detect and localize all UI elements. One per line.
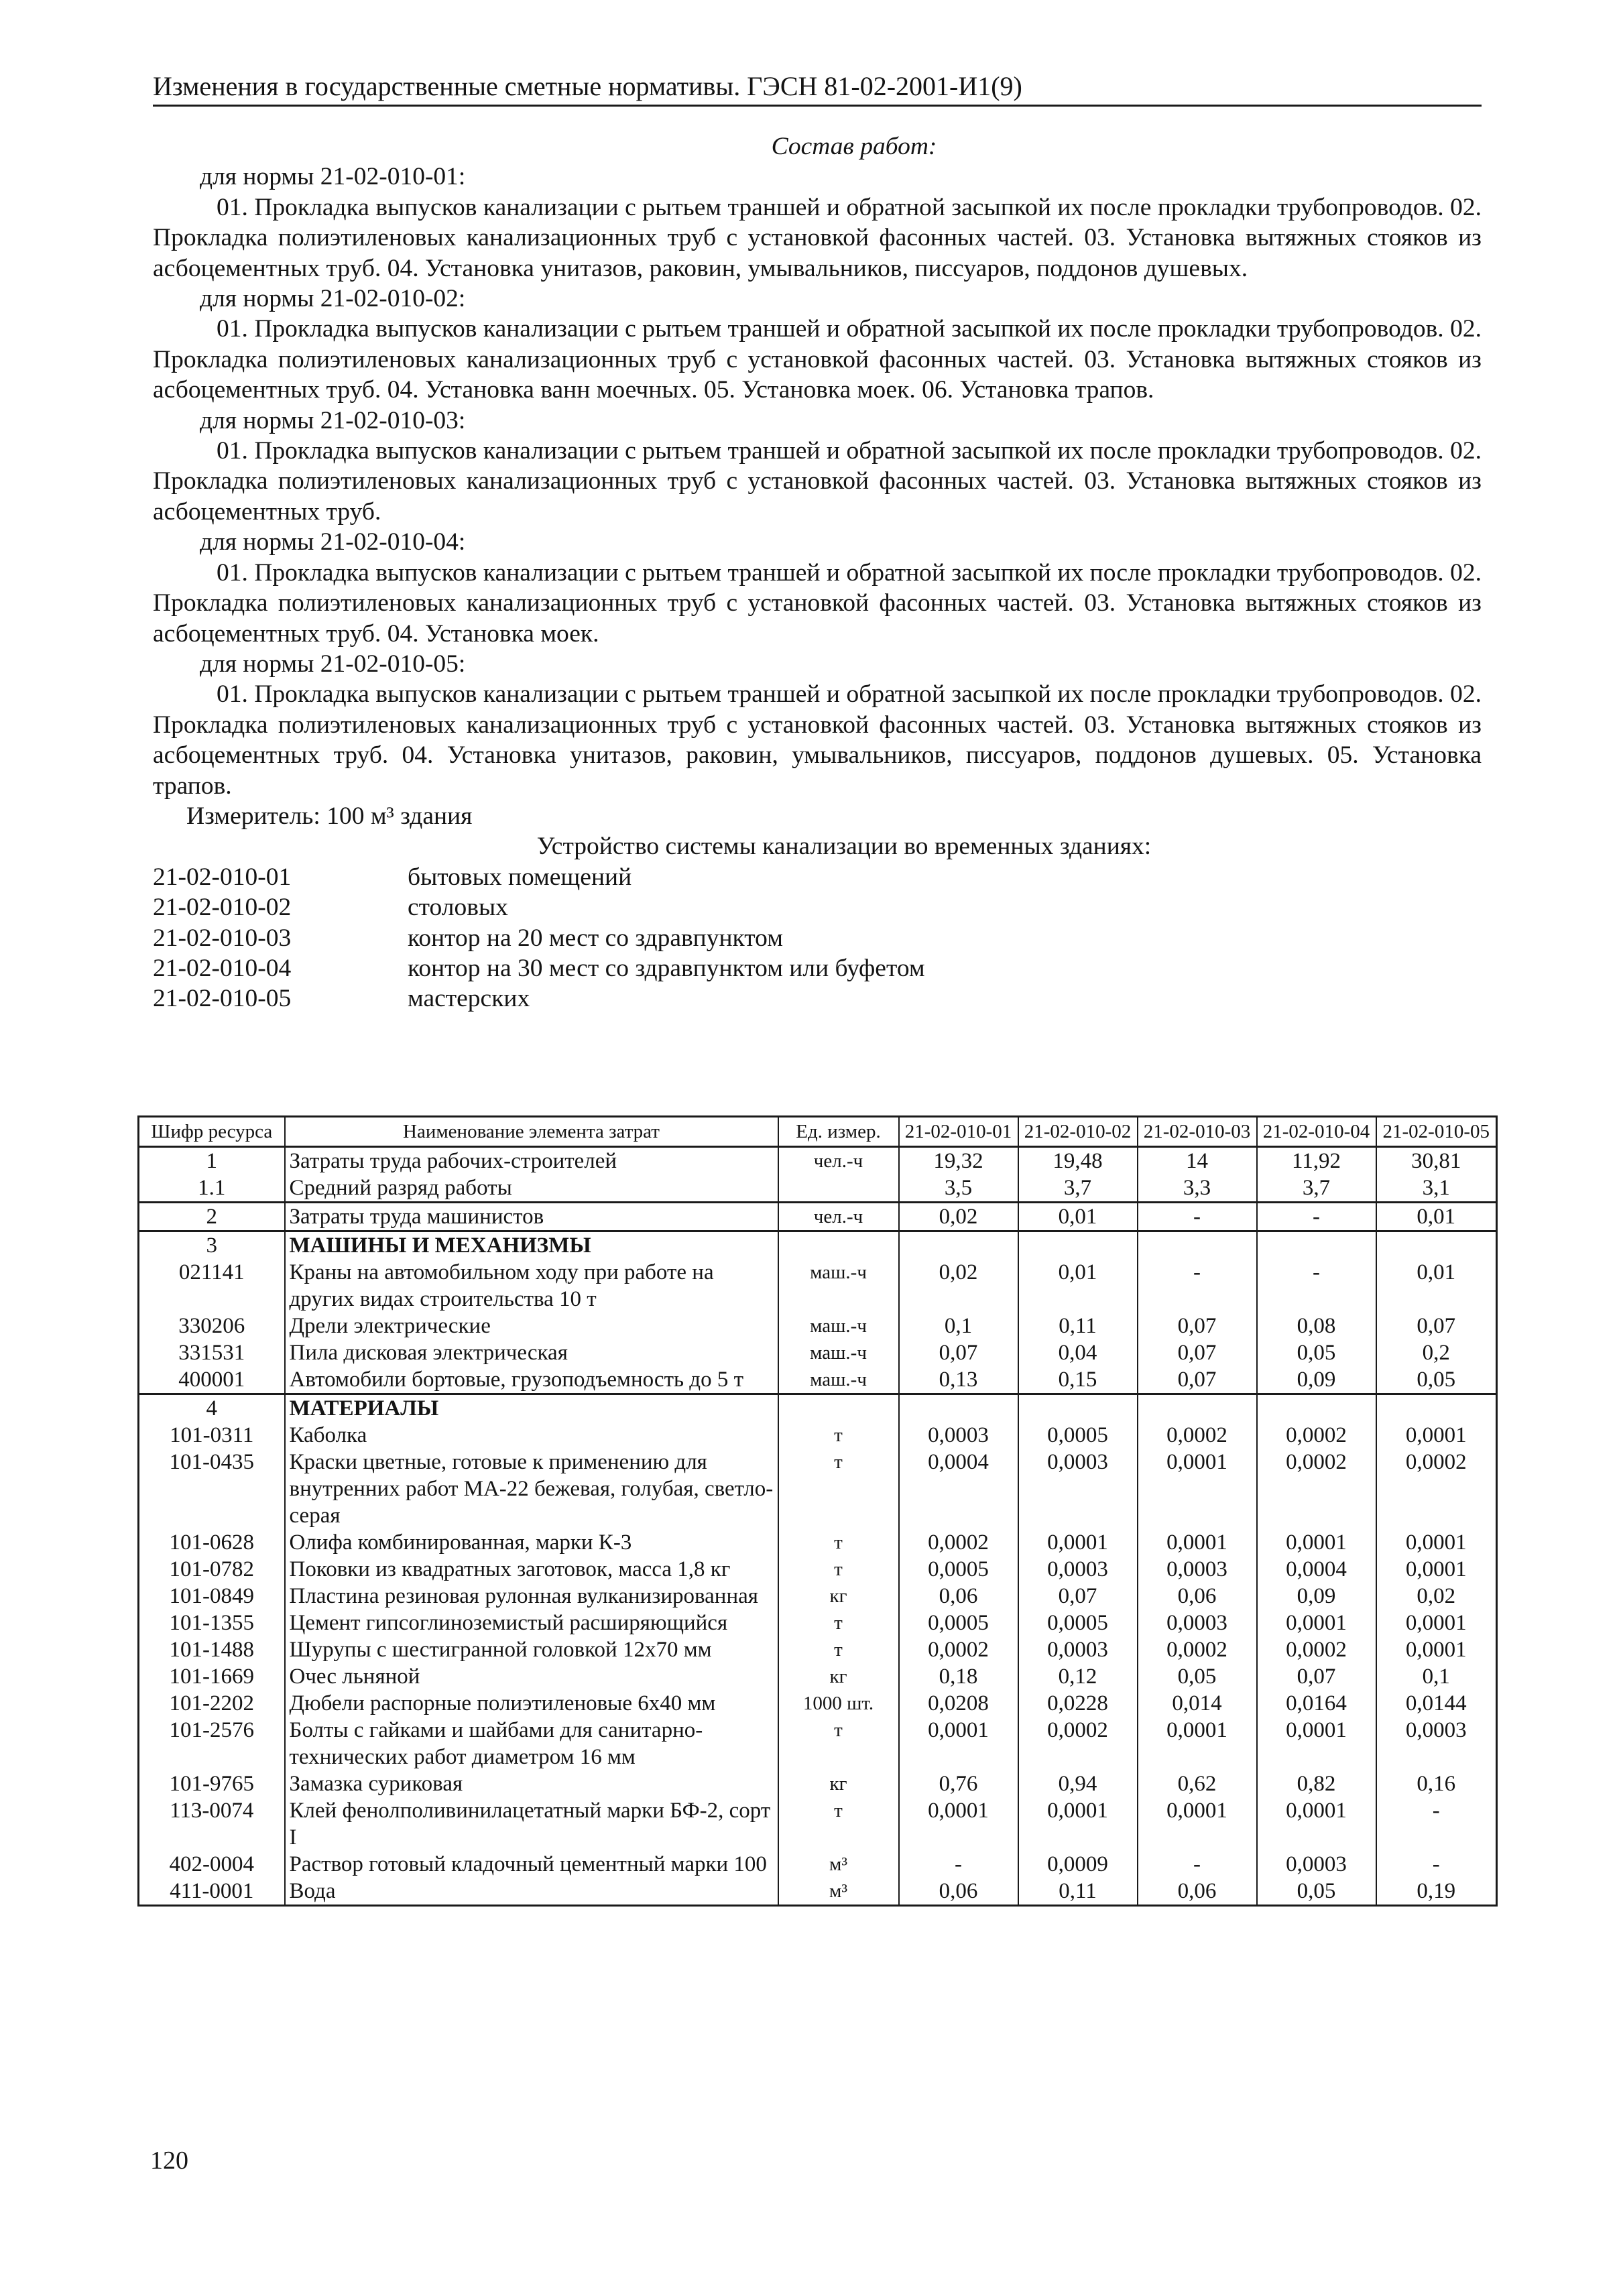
norm-value xyxy=(899,1231,1018,1260)
unit xyxy=(778,1394,899,1423)
table-row xyxy=(139,1583,1497,1610)
norm-value: 0,0005 xyxy=(1018,1610,1138,1636)
norm-value: 0,06 xyxy=(1138,1583,1257,1610)
norm-value: 0,0002 xyxy=(1257,1449,1376,1529)
resource-code: 101-1669 xyxy=(139,1663,285,1690)
unit: т xyxy=(778,1449,899,1529)
table-row xyxy=(139,1394,1497,1423)
unit: м³ xyxy=(778,1878,899,1906)
norm-value: 0,05 xyxy=(1138,1663,1257,1690)
unit: т xyxy=(778,1797,899,1851)
norm-value: 0,01 xyxy=(1376,1203,1497,1231)
unit: маш.-ч xyxy=(778,1313,899,1339)
table-row xyxy=(139,1770,1497,1797)
norm-value: 3,7 xyxy=(1257,1174,1376,1203)
resource-code: 402-0004 xyxy=(139,1851,285,1878)
unit: т xyxy=(778,1529,899,1556)
norm-value: 0,0001 xyxy=(1018,1529,1138,1556)
table-row xyxy=(139,1231,1497,1260)
norm-label: для нормы 21-02-010-03: xyxy=(200,406,466,434)
cost-element-name: МАШИНЫ И МЕХАНИЗМЫ xyxy=(285,1231,778,1260)
unit: маш.-ч xyxy=(778,1259,899,1313)
norm-value: - xyxy=(1138,1259,1257,1313)
norm-value: - xyxy=(899,1851,1018,1878)
norm-value: 0,0003 xyxy=(1018,1636,1138,1663)
resource-code: 101-0311 xyxy=(139,1422,285,1449)
norm-value: 19,32 xyxy=(899,1147,1018,1175)
cost-element-name: Пластина резиновая рулонная вулканизированная xyxy=(285,1583,778,1610)
norm-value xyxy=(1018,1394,1138,1423)
cost-element-name: Каболка xyxy=(285,1422,778,1449)
unit xyxy=(778,1231,899,1260)
resource-code: 101-0849 xyxy=(139,1583,285,1610)
table-row xyxy=(139,1851,1497,1878)
norm-value: 0,0003 xyxy=(1138,1610,1257,1636)
unit: 1000 шт. xyxy=(778,1690,899,1717)
norm-label: для нормы 21-02-010-05: xyxy=(200,650,466,678)
norm-value: 3,3 xyxy=(1138,1174,1257,1203)
norm-value: 0,0003 xyxy=(1257,1851,1376,1878)
norm-value: 3,5 xyxy=(899,1174,1018,1203)
cost-element-name: Краны на автомобильном ходу при работе на других видах строительства 10 т xyxy=(285,1259,778,1313)
norm-value xyxy=(1138,1394,1257,1423)
norm-value xyxy=(1138,1231,1257,1260)
cost-element-name: Автомобили бортовые, грузоподъемность до 5 т xyxy=(285,1366,778,1394)
norm-value: 0,0005 xyxy=(899,1610,1018,1636)
norm-value: 0,1 xyxy=(899,1313,1018,1339)
norm-label: для нормы 21-02-010-04: xyxy=(200,528,466,556)
norm-value: 0,0001 xyxy=(1376,1610,1497,1636)
code-line xyxy=(153,892,1482,922)
resource-code: 3 xyxy=(139,1231,285,1260)
norm-value: 0,0001 xyxy=(1138,1797,1257,1851)
norm-value: 0,0005 xyxy=(899,1556,1018,1583)
norm-value: 0,11 xyxy=(1018,1878,1138,1906)
norm-value: 0,0001 xyxy=(1376,1422,1497,1449)
norm-value: 0,0001 xyxy=(1257,1797,1376,1851)
norm-value xyxy=(1257,1231,1376,1260)
table-row xyxy=(139,1259,1497,1313)
cost-element-name: Цемент гипсоглиноземистый расширяющийся xyxy=(285,1610,778,1636)
norm-value: 0,0001 xyxy=(1376,1529,1497,1556)
norm-value: 0,0001 xyxy=(1138,1717,1257,1770)
norm-name: контор на 30 мест со здравпунктом или буфетом xyxy=(408,954,925,982)
norm-name: мастерских xyxy=(408,985,530,1013)
norm-value: 0,0001 xyxy=(1257,1529,1376,1556)
meter-line: Измеритель: 100 м³ здания xyxy=(186,802,473,830)
norm-code: 21-02-010-01 xyxy=(153,863,292,891)
norm-code: 21-02-010-02 xyxy=(153,894,292,922)
cost-element-name: Замазка суриковая xyxy=(285,1770,778,1797)
unit: чел.-ч xyxy=(778,1147,899,1175)
norm-value: 0,76 xyxy=(899,1770,1018,1797)
norm-value: 0,0001 xyxy=(1376,1556,1497,1583)
unit: т xyxy=(778,1556,899,1583)
cost-element-name: Дрели электрические xyxy=(285,1313,778,1339)
norm-value: 0,01 xyxy=(1376,1259,1497,1313)
unit: т xyxy=(778,1610,899,1636)
code-line xyxy=(153,953,1482,983)
norm-value: 0,16 xyxy=(1376,1770,1497,1797)
resource-code: 113-0074 xyxy=(139,1797,285,1851)
norm-value: 0,02 xyxy=(899,1203,1018,1231)
resource-code: 2 xyxy=(139,1203,285,1231)
resource-code: 101-0628 xyxy=(139,1529,285,1556)
norm-value: 0,0002 xyxy=(1138,1422,1257,1449)
norm-value: 0,0002 xyxy=(1018,1717,1138,1770)
header-unit: Ед. измер. xyxy=(778,1117,899,1147)
norm-value: 0,02 xyxy=(899,1259,1018,1313)
norm-code: 21-02-010-05 xyxy=(153,985,292,1013)
cost-element-name: Олифа комбинированная, марки К-3 xyxy=(285,1529,778,1556)
resource-code: 411-0001 xyxy=(139,1878,285,1906)
cost-element-name: Средний разряд работы xyxy=(285,1174,778,1203)
norm-value: 0,09 xyxy=(1257,1583,1376,1610)
norm-value: 0,0001 xyxy=(1257,1610,1376,1636)
norm-value: 0,0002 xyxy=(1376,1449,1497,1529)
norm-value: 0,0208 xyxy=(899,1690,1018,1717)
cost-elements-table xyxy=(137,1115,1498,1907)
table-row xyxy=(139,1366,1497,1394)
resource-code: 101-0782 xyxy=(139,1556,285,1583)
norm-value: 0,0002 xyxy=(1257,1422,1376,1449)
table-row xyxy=(139,1663,1497,1690)
table-row xyxy=(139,1339,1497,1366)
cost-element-name: Поковки из квадратных заготовок, масса 1,8 кг xyxy=(285,1556,778,1583)
norm-value: 0,07 xyxy=(1138,1366,1257,1394)
table-row xyxy=(139,1313,1497,1339)
norm-value: 0,0001 xyxy=(899,1717,1018,1770)
norm-value: 3,1 xyxy=(1376,1174,1497,1203)
norm-value: 0,82 xyxy=(1257,1770,1376,1797)
cost-element-name: Клей фенолполивинилацетатный марки БФ-2, сорт I xyxy=(285,1797,778,1851)
norm-value xyxy=(1018,1231,1138,1260)
norm-text: 01. Прокладка выпусков канализации с рытьем траншей и обратной засыпкой их после прокладки трубопроводов. 02. Прокладка полиэтиленовых канализационных труб с установкой фасонных частей. 03. Установка вытяжных стояков из асбоцементных труб. 04. Установка унитазов, раковин, умывальников, писсуаров, поддонов душевых. 05. Установка трапов. xyxy=(153,680,1482,800)
norm-value: 0,0001 xyxy=(899,1797,1018,1851)
norm-value: 0,0228 xyxy=(1018,1690,1138,1717)
resource-code: 331531 xyxy=(139,1339,285,1366)
table-row xyxy=(139,1203,1497,1231)
norm-value: 0,02 xyxy=(1376,1583,1497,1610)
norm-value: 0,12 xyxy=(1018,1663,1138,1690)
norm-value: 0,15 xyxy=(1018,1366,1138,1394)
unit: кг xyxy=(778,1583,899,1610)
norm-value: 0,09 xyxy=(1257,1366,1376,1394)
norm-value: 0,0003 xyxy=(1376,1717,1497,1770)
table-row xyxy=(139,1449,1497,1529)
norm-value: 0,06 xyxy=(1138,1878,1257,1906)
norm-value: 0,0004 xyxy=(899,1449,1018,1529)
norm-value xyxy=(1257,1394,1376,1423)
norm-value: 0,01 xyxy=(1018,1259,1138,1313)
page-number: 120 xyxy=(150,2147,188,2175)
norm-value: 0,0009 xyxy=(1018,1851,1138,1878)
norm-value: 0,0003 xyxy=(899,1422,1018,1449)
table-row xyxy=(139,1878,1497,1906)
cost-element-name: Дюбели распорные полиэтиленовые 6х40 мм xyxy=(285,1690,778,1717)
header-norm-col: 21-02-010-03 xyxy=(1138,1117,1257,1147)
norm-value: 0,18 xyxy=(899,1663,1018,1690)
norm-value: 0,0005 xyxy=(1018,1422,1138,1449)
norm-value: 0,014 xyxy=(1138,1690,1257,1717)
norm-value: 0,0002 xyxy=(899,1529,1018,1556)
norm-name: бытовых помещений xyxy=(408,863,632,891)
header-norm-col: 21-02-010-02 xyxy=(1018,1117,1138,1147)
table-row xyxy=(139,1797,1497,1851)
norm-value xyxy=(1376,1394,1497,1423)
norm-value: 0,62 xyxy=(1138,1770,1257,1797)
norm-name: контор на 20 мест со здравпунктом xyxy=(408,924,783,952)
header-norm-col: 21-02-010-05 xyxy=(1376,1117,1497,1147)
unit: т xyxy=(778,1717,899,1770)
unit xyxy=(778,1174,899,1203)
unit: кг xyxy=(778,1663,899,1690)
norm-value: 0,06 xyxy=(899,1583,1018,1610)
cost-element-name: Вода xyxy=(285,1878,778,1906)
unit: маш.-ч xyxy=(778,1366,899,1394)
norm-value: 0,07 xyxy=(899,1339,1018,1366)
norm-value: 0,11 xyxy=(1018,1313,1138,1339)
norm-value: 0,0003 xyxy=(1018,1449,1138,1529)
header-norm-col: 21-02-010-04 xyxy=(1257,1117,1376,1147)
norm-value: 0,0001 xyxy=(1376,1636,1497,1663)
resource-code: 101-0435 xyxy=(139,1449,285,1529)
norm-text: 01. Прокладка выпусков канализации с рытьем траншей и обратной засыпкой их после прокладки трубопроводов. 02. Прокладка полиэтиленовых канализационных труб с установкой фасонных частей. 03. Установка вытяжных стояков из асбоцементных труб. 04. Установка моек. xyxy=(153,558,1482,648)
cost-element-name: Краски цветные, готовые к применению для внутренних работ МА-22 бежевая, голубая, светло-серая xyxy=(285,1449,778,1529)
norm-value: 0,0001 xyxy=(1138,1449,1257,1529)
cost-element-name: Затраты труда рабочих-строителей xyxy=(285,1147,778,1175)
norm-value xyxy=(899,1394,1018,1423)
resource-code: 101-1488 xyxy=(139,1636,285,1663)
work-composition xyxy=(153,131,1482,1014)
norm-value: - xyxy=(1138,1851,1257,1878)
norm-value: 0,0164 xyxy=(1257,1690,1376,1717)
norm-code: 21-02-010-04 xyxy=(153,954,292,982)
norm-value: 0,05 xyxy=(1376,1366,1497,1394)
table-body xyxy=(139,1147,1497,1906)
resource-code: 330206 xyxy=(139,1313,285,1339)
unit: т xyxy=(778,1636,899,1663)
composition-title: Состав работ: xyxy=(771,133,937,160)
cost-element-name: Затраты труда машинистов xyxy=(285,1203,778,1231)
norm-text: 01. Прокладка выпусков канализации с рытьем траншей и обратной засыпкой их после прокладки трубопроводов. 02. Прокладка полиэтиленовых канализационных труб с установкой фасонных частей. 03. Установка вытяжных стояков из асбоцементных труб. 04. Установка ванн моечных. 05. Установка моек. 06. Установка трапов. xyxy=(153,315,1482,404)
table-row xyxy=(139,1690,1497,1717)
code-line xyxy=(153,923,1482,953)
norm-value: 0,94 xyxy=(1018,1770,1138,1797)
page-header: Изменения в государственные сметные нормативы. ГЭСН 81-02-2001-И1(9) xyxy=(153,70,1482,107)
resource-code: 400001 xyxy=(139,1366,285,1394)
resource-code: 101-2202 xyxy=(139,1690,285,1717)
norm-value: 0,07 xyxy=(1138,1339,1257,1366)
table-row xyxy=(139,1529,1497,1556)
resource-code: 4 xyxy=(139,1394,285,1423)
table-header-row xyxy=(139,1117,1497,1147)
cost-element-name: Очес льняной xyxy=(285,1663,778,1690)
resource-code: 101-9765 xyxy=(139,1770,285,1797)
norm-name: столовых xyxy=(408,894,508,922)
norm-value: 0,0002 xyxy=(1257,1636,1376,1663)
norm-value: 0,13 xyxy=(899,1366,1018,1394)
header-name: Наименование элемента затрат xyxy=(285,1117,778,1147)
norm-value: 0,0002 xyxy=(1138,1636,1257,1663)
cost-element-name: Шурупы с шестигранной головкой 12х70 мм xyxy=(285,1636,778,1663)
norm-value: 0,2 xyxy=(1376,1339,1497,1366)
norm-value: 14 xyxy=(1138,1147,1257,1175)
norm-value: 0,0002 xyxy=(899,1636,1018,1663)
norm-text: 01. Прокладка выпусков канализации с рытьем траншей и обратной засыпкой их после прокладки трубопроводов. 02. Прокладка полиэтиленовых канализационных труб с установкой фасонных частей. 03. Установка вытяжных стояков из асбоцементных труб. 04. Установка унитазов, раковин, умывальников, писсуаров, поддонов душевых. xyxy=(153,193,1482,282)
cost-element-name: Пила дисковая электрическая xyxy=(285,1339,778,1366)
table-row xyxy=(139,1636,1497,1663)
code-line xyxy=(153,862,1482,892)
norm-value: - xyxy=(1376,1851,1497,1878)
norm-value: 0,0144 xyxy=(1376,1690,1497,1717)
norm-value: 0,0003 xyxy=(1018,1556,1138,1583)
norm-value: 3,7 xyxy=(1018,1174,1138,1203)
norm-value: 0,07 xyxy=(1257,1663,1376,1690)
norm-value: 19,48 xyxy=(1018,1147,1138,1175)
cost-element-name: Раствор готовый кладочный цементный марки 100 xyxy=(285,1851,778,1878)
resource-code: 101-1355 xyxy=(139,1610,285,1636)
norm-value xyxy=(1376,1231,1497,1260)
cost-element-name: МАТЕРИАЛЫ xyxy=(285,1394,778,1423)
resource-code: 021141 xyxy=(139,1259,285,1313)
unit: м³ xyxy=(778,1851,899,1878)
norm-label: для нормы 21-02-010-02: xyxy=(200,285,466,313)
unit: маш.-ч xyxy=(778,1339,899,1366)
norm-code: 21-02-010-03 xyxy=(153,924,292,952)
norm-value: 0,05 xyxy=(1257,1878,1376,1906)
resource-code: 1.1 xyxy=(139,1174,285,1203)
resource-code: 101-2576 xyxy=(139,1717,285,1770)
resource-code: 1 xyxy=(139,1147,285,1175)
norm-value: 0,0001 xyxy=(1018,1797,1138,1851)
norm-value: 0,0004 xyxy=(1257,1556,1376,1583)
unit: кг xyxy=(778,1770,899,1797)
norm-text: 01. Прокладка выпусков канализации с рытьем траншей и обратной засыпкой их после прокладки трубопроводов. 02. Прокладка полиэтиленовых канализационных труб с установкой фасонных частей. 03. Установка вытяжных стояков из асбоцементных труб. xyxy=(153,437,1482,526)
norm-value: 0,06 xyxy=(899,1878,1018,1906)
table-row xyxy=(139,1556,1497,1583)
table-row xyxy=(139,1147,1497,1175)
header-code: Шифр ресурса xyxy=(139,1117,285,1147)
norm-value: 0,0003 xyxy=(1138,1556,1257,1583)
table-row xyxy=(139,1610,1497,1636)
header-norm-col: 21-02-010-01 xyxy=(899,1117,1018,1147)
norm-value: 0,0001 xyxy=(1257,1717,1376,1770)
norm-value: 11,92 xyxy=(1257,1147,1376,1175)
table-row xyxy=(139,1422,1497,1449)
section-title: Устройство системы канализации во временных зданиях: xyxy=(536,833,1152,861)
norm-value: 0,07 xyxy=(1138,1313,1257,1339)
table-row xyxy=(139,1174,1497,1203)
unit: т xyxy=(778,1422,899,1449)
norm-label: для нормы 21-02-010-01: xyxy=(200,163,466,191)
norm-value: 0,0001 xyxy=(1138,1529,1257,1556)
norm-value: - xyxy=(1138,1203,1257,1231)
norm-value: 0,07 xyxy=(1376,1313,1497,1339)
unit: чел.-ч xyxy=(778,1203,899,1231)
norm-value: 0,05 xyxy=(1257,1339,1376,1366)
norm-value: - xyxy=(1257,1259,1376,1313)
norm-value: 0,01 xyxy=(1018,1203,1138,1231)
code-line xyxy=(153,983,1482,1014)
norm-value: 0,19 xyxy=(1376,1878,1497,1906)
cost-element-name: Болты с гайками и шайбами для санитарно-технических работ диаметром 16 мм xyxy=(285,1717,778,1770)
table-row xyxy=(139,1717,1497,1770)
norm-value: 0,1 xyxy=(1376,1663,1497,1690)
norm-value: - xyxy=(1257,1203,1376,1231)
norm-value: 0,04 xyxy=(1018,1339,1138,1366)
norm-value: 0,07 xyxy=(1018,1583,1138,1610)
norm-value: - xyxy=(1376,1797,1497,1851)
norm-value: 30,81 xyxy=(1376,1147,1497,1175)
norm-value: 0,08 xyxy=(1257,1313,1376,1339)
